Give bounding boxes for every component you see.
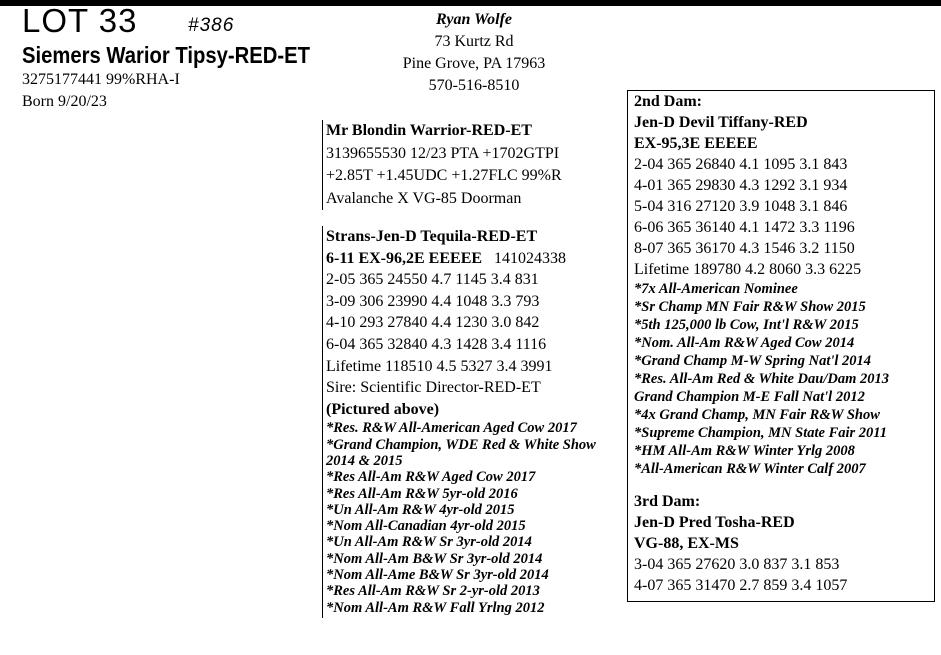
second-dam-heading: 2nd Dam:: [634, 93, 703, 110]
consignor-address2: Pine Grove, PA 17963: [402, 55, 546, 72]
achievement-item: *7x All-American Nominee: [634, 281, 798, 297]
achievement-item: *Nom. All-Am R&W Aged Cow 2014: [634, 335, 855, 351]
second-dam-record: 8-07 365 36170 4.3 1546 3.2 1150: [634, 240, 855, 257]
lot-number: #386: [188, 15, 235, 36]
third-dam-record: 3-04 365 27620 3.0 837 3.1 853: [634, 556, 840, 573]
achievement-item: *HM All-Am R&W Winter Yrlg 2008: [634, 443, 855, 459]
second-dam-name: Jen-D Devil Tiffany-RED: [634, 114, 808, 131]
third-dam-block: [634, 491, 934, 596]
dam-record: 2-05 365 24550 4.7 1145 3.4 831: [326, 271, 539, 289]
achievement-item: *Un All-Am R&W Sr 3yr-old 2014: [326, 534, 532, 551]
achievement-item: Grand Champion M-E Fall Nat'l 2012: [634, 389, 865, 405]
second-dam-record: 5-04 316 27120 3.9 1048 3.1 846: [634, 198, 848, 215]
lot-label: LOT 33: [22, 2, 138, 39]
dam-record: 3-09 306 23990 4.4 1048 3.3 793: [326, 292, 540, 310]
consignor-name: Ryan Wolfe: [435, 11, 512, 28]
dam-record: 4-10 293 27840 4.4 1230 3.0 842: [326, 314, 540, 332]
achievement-item: *4x Grand Champ, MN Fair R&W Show: [634, 407, 880, 423]
third-dam-classification: VG-88, EX-MS: [634, 535, 739, 552]
second-dam-record: 6-06 365 36140 4.1 1472 3.3 1196: [634, 219, 855, 236]
animal-reg-line: 3275177441 99%RHA-I: [22, 71, 180, 88]
second-dam-record: 4-01 365 29830 4.3 1292 3.1 934: [634, 177, 848, 194]
dam-block: [322, 226, 626, 618]
dam-classification: 6-11 EX-96,2E EEEEE: [326, 249, 483, 267]
dam-lifetime: Lifetime 118510 4.5 5327 3.4 3991: [326, 357, 553, 375]
achievement-item: *Nom All-Ame B&W Sr 3yr-old 2014: [326, 567, 549, 584]
dam-record: 6-04 365 32840 4.3 1428 3.4 1116: [326, 335, 547, 353]
achievement-item: *All-American R&W Winter Calf 2007: [634, 461, 866, 477]
ancestry-box: [627, 90, 935, 602]
second-dam-achievements: [634, 280, 934, 478]
achievement-item: *Res. R&W All-American Aged Cow 2017: [326, 420, 577, 437]
achievement-item: *5th 125,000 lb Cow, Int'l R&W 2015: [634, 317, 859, 333]
sire-line: Avalanche X VG-85 Doorman: [326, 189, 522, 207]
dam-pictured: (Pictured above): [326, 400, 440, 418]
achievement-item: *Un All-Am R&W 4yr-old 2015: [326, 501, 515, 518]
achievement-item: *Grand Champion, WDE Red & White Show 2014 & 2015: [326, 436, 596, 469]
dam-reg: 141024338: [494, 249, 567, 267]
sire-block: [322, 120, 618, 210]
third-dam-name: Jen-D Pred Tosha-RED: [634, 514, 795, 531]
achievement-item: *Supreme Champion, MN State Fair 2011: [634, 425, 887, 441]
achievement-item: *Nom All-Canadian 4yr-old 2015: [326, 518, 526, 535]
achievement-item: *Res All-Am R&W Aged Cow 2017: [326, 469, 536, 486]
achievement-item: *Sr Champ MN Fair R&W Show 2015: [634, 299, 866, 315]
achievement-item: *Nom All-Am R&W Fall Yrlng 2012: [326, 599, 545, 616]
section-gap: [634, 478, 934, 491]
dam-classification-line: [326, 248, 626, 270]
achievement-item: *Nom All-Am B&W Sr 3yr-old 2014: [326, 550, 543, 567]
animal-birth-line: Born 9/20/23: [22, 93, 107, 110]
achievement-item: *Res All-Am R&W 5yr-old 2016: [326, 485, 518, 502]
second-dam-record: 2-04 365 26840 4.1 1095 3.1 843: [634, 156, 848, 173]
second-dam-block: [634, 91, 934, 280]
animal-name: Siemers Warior Tipsy-RED-ET: [22, 42, 310, 68]
sire-line: 3139655530 12/23 PTA +1702GTPI: [326, 144, 560, 162]
animal-details: [22, 69, 180, 113]
dam-achievements: [326, 420, 626, 616]
sire-line: +2.85T +1.45UDC +1.27FLC 99%R: [326, 167, 562, 184]
second-dam-lifetime: Lifetime 189780 4.2 8060 3.3 6225: [634, 261, 862, 278]
consignor-address1: 73 Kurtz Rd: [434, 33, 514, 50]
second-dam-classification: EX-95,3E EEEEE: [634, 135, 758, 152]
third-dam-heading: 3rd Dam:: [634, 493, 701, 510]
top-bar: [0, 0, 941, 6]
sire-name: Mr Blondin Warrior-RED-ET: [326, 122, 532, 139]
consignor-block: [384, 9, 564, 97]
third-dam-record: 4-07 365 31470 2.7 859 3.4 1057: [634, 577, 848, 594]
achievement-item: *Res All-Am R&W Sr 2-yr-old 2013: [326, 583, 540, 600]
achievement-item: *Grand Champ M-W Spring Nat'l 2014: [634, 353, 872, 369]
dam-sire: Sire: Scientific Director-RED-ET: [326, 379, 541, 397]
dam-name: Strans-Jen-D Tequila-RED-ET: [326, 228, 538, 245]
consignor-phone: 570-516-8510: [428, 77, 520, 94]
achievement-item: *Res. All-Am Red & White Dau/Dam 2013: [634, 371, 889, 387]
